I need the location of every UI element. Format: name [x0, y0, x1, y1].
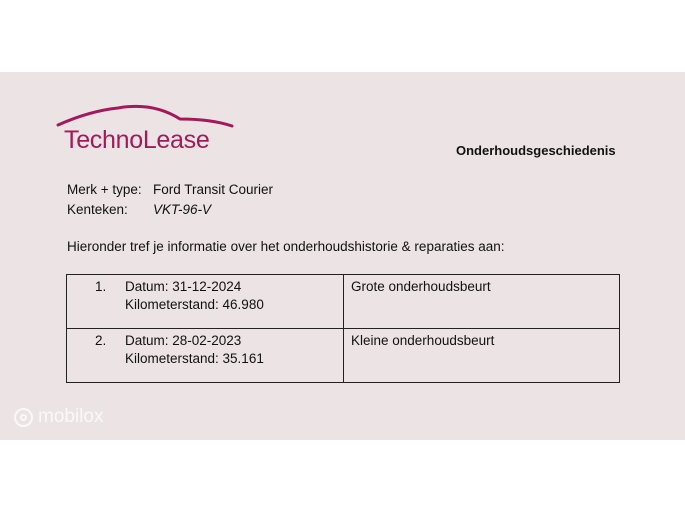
watermark-text: mobilox — [38, 406, 104, 427]
entry-mileage: Kilometerstand: 35.161 — [125, 351, 264, 366]
entry-description-cell — [344, 275, 620, 329]
entry-date: Datum: 31-12-2024 — [125, 279, 242, 294]
vehicle-type-label: Merk + type: — [67, 182, 142, 197]
technolease-logo — [56, 102, 236, 154]
mobilox-logo-icon — [14, 408, 33, 427]
document-title: Onderhoudsgeschiedenis — [456, 143, 616, 158]
entry-date: Datum: 28-02-2023 — [125, 333, 242, 348]
license-plate-row — [67, 200, 273, 220]
entry-mileage: Kilometerstand: 46.980 — [125, 297, 264, 312]
entry-description-cell — [344, 329, 620, 383]
maintenance-history-table — [66, 274, 620, 383]
entry-number: 2. — [95, 333, 107, 348]
entry-details-cell — [67, 275, 344, 329]
license-plate-label: Kenteken: — [67, 202, 128, 217]
license-plate-value: VKT-96-V — [153, 202, 212, 217]
entry-details-cell — [67, 329, 344, 383]
vehicle-type-value: Ford Transit Courier — [153, 182, 274, 197]
vehicle-type-row — [67, 180, 273, 200]
mobilox-watermark — [14, 406, 103, 428]
entry-description: Grote onderhoudsbeurt — [351, 279, 491, 294]
intro-text: Hieronder tref je informatie over het onderhoudshistorie & reparaties aan: — [67, 239, 505, 254]
entry-number: 1. — [95, 279, 107, 294]
vehicle-info — [67, 180, 273, 220]
table-row — [67, 329, 620, 383]
entry-description: Kleine onderhoudsbeurt — [351, 333, 495, 348]
logo-text: TechnoLease — [64, 126, 210, 154]
table-row — [67, 275, 620, 329]
document-page — [0, 72, 685, 440]
